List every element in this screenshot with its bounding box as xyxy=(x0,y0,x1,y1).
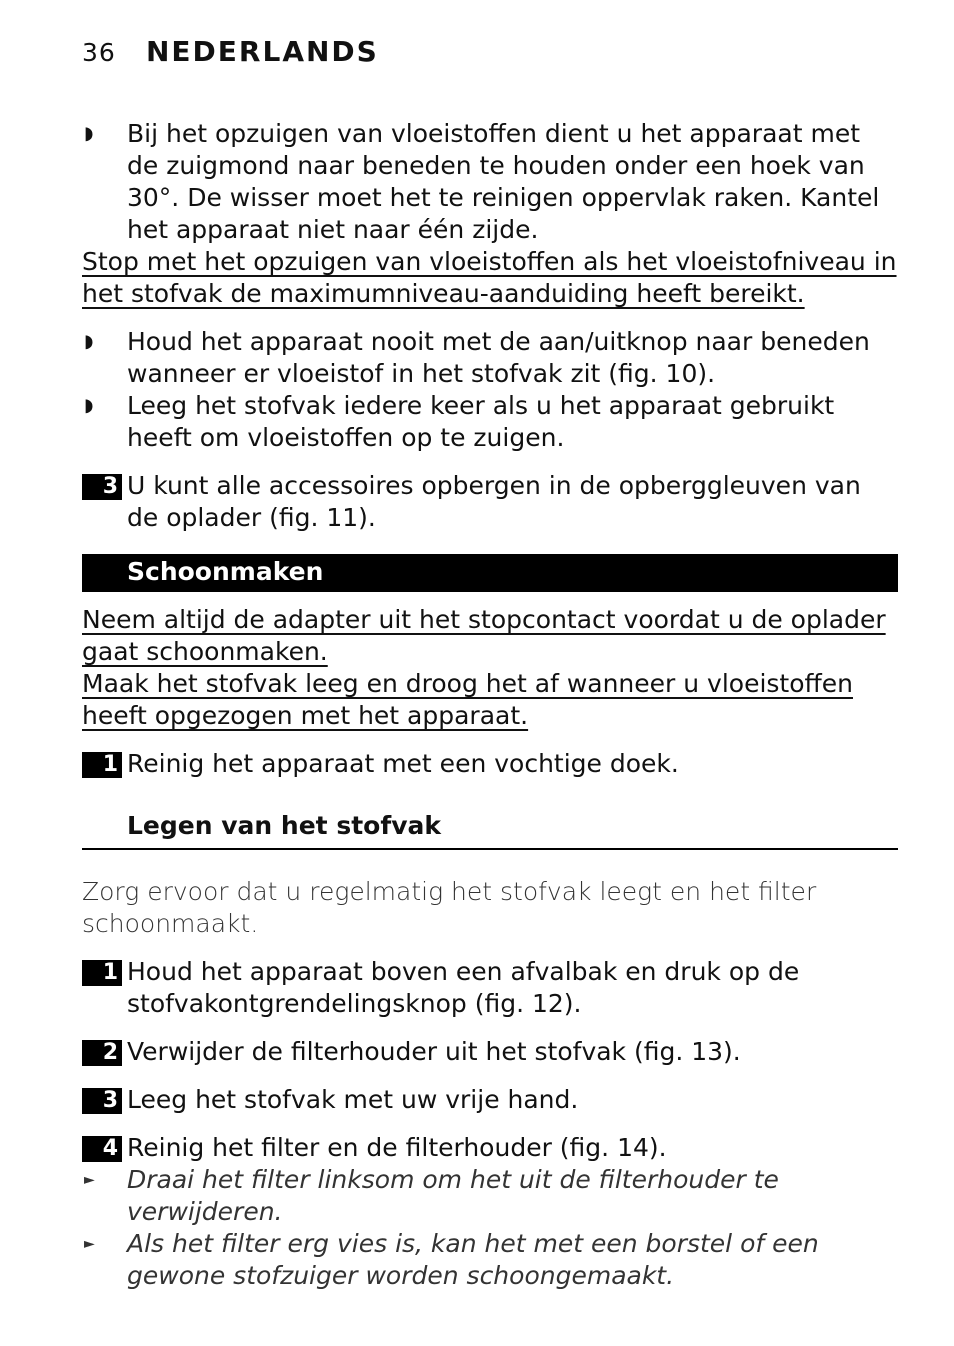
bullet-text: Bij het opzuigen van vloeistoffen dient u het apparaat met de zuigmond naar beneden te houden onder een hoek van 30°. De wisser moet het te reinigen oppervlak raken. Kantel het apparaat niet naar één zijde. xyxy=(127,119,880,244)
step-item xyxy=(82,470,898,534)
page-number: 36 xyxy=(82,38,116,67)
step-number: 3 xyxy=(82,474,122,500)
tip-text: Draai het filter linksom om het uit de filterhouder te verwijderen. xyxy=(127,1165,779,1226)
tip-item xyxy=(82,1228,898,1292)
subsection-title: Legen van het stofvak xyxy=(82,810,898,850)
language-title: NEDERLANDS xyxy=(146,35,379,68)
bullet-icon: ◗ xyxy=(84,395,94,416)
tip-item xyxy=(82,1164,898,1228)
step-item xyxy=(82,1084,898,1116)
list-item xyxy=(82,118,898,246)
step-text: Reinig het apparaat met een vochtige doek. xyxy=(127,749,679,778)
step-item xyxy=(82,1132,898,1164)
section-title-bar: Schoonmaken xyxy=(82,554,898,592)
bullet-text: Houd het apparaat nooit met de aan/uitknop naar beneden wanneer er vloeistof in het stofvak zit (fig. 10). xyxy=(127,327,870,388)
triangle-bullet-icon: ► xyxy=(84,1236,95,1252)
list-item xyxy=(82,390,898,454)
warning-text xyxy=(82,246,898,310)
list-item xyxy=(82,326,898,390)
step-item xyxy=(82,748,898,780)
warning-underlined: Neem altijd de adapter uit het stopcontact voordat u de oplader gaat schoonmaken. xyxy=(82,605,886,666)
step-text: Verwijder de filterhouder uit het stofvak (fig. 13). xyxy=(127,1037,741,1066)
tip-text: Als het filter erg vies is, kan het met een borstel of een gewone stofzuiger worden schoongemaakt. xyxy=(127,1229,819,1290)
bullet-icon: ◗ xyxy=(84,331,94,352)
step-text: Houd het apparaat boven een afvalbak en druk op de stofvakontgrendelingsknop (fig. 12). xyxy=(127,957,800,1018)
step-number: 3 xyxy=(82,1088,122,1114)
step-text: Reinig het filter en de filterhouder (fig. 14). xyxy=(127,1133,667,1162)
step-number: 1 xyxy=(82,960,122,986)
warning-text xyxy=(82,604,898,668)
intro-text: Zorg ervoor dat u regelmatig het stofvak leegt en het filter schoonmaakt. xyxy=(82,877,817,938)
triangle-bullet-icon: ► xyxy=(84,1172,95,1188)
warning-underlined: Stop met het opzuigen van vloeistoffen als het vloeistofniveau in het stofvak de maximumniveau-aanduiding heeft bereikt. xyxy=(82,247,897,308)
warning-text xyxy=(82,668,898,732)
step-text: U kunt alle accessoires opbergen in de opberggleuven van de oplader (fig. 11). xyxy=(127,471,861,532)
warning-underlined: Maak het stofvak leeg en droog het af wanneer u vloeistoffen heeft opgezogen met het apparaat. xyxy=(82,669,853,730)
step-text: Leeg het stofvak met uw vrije hand. xyxy=(127,1085,579,1114)
step-number: 4 xyxy=(82,1136,122,1162)
step-item xyxy=(82,1036,898,1068)
step-number: 2 xyxy=(82,1040,122,1066)
bullet-icon: ◗ xyxy=(84,123,94,144)
page-content xyxy=(82,118,898,1292)
step-item xyxy=(82,956,898,1020)
bullet-text: Leeg het stofvak iedere keer als u het apparaat gebruikt heeft om vloeistoffen op te zuigen. xyxy=(127,391,835,452)
step-number: 1 xyxy=(82,752,122,778)
